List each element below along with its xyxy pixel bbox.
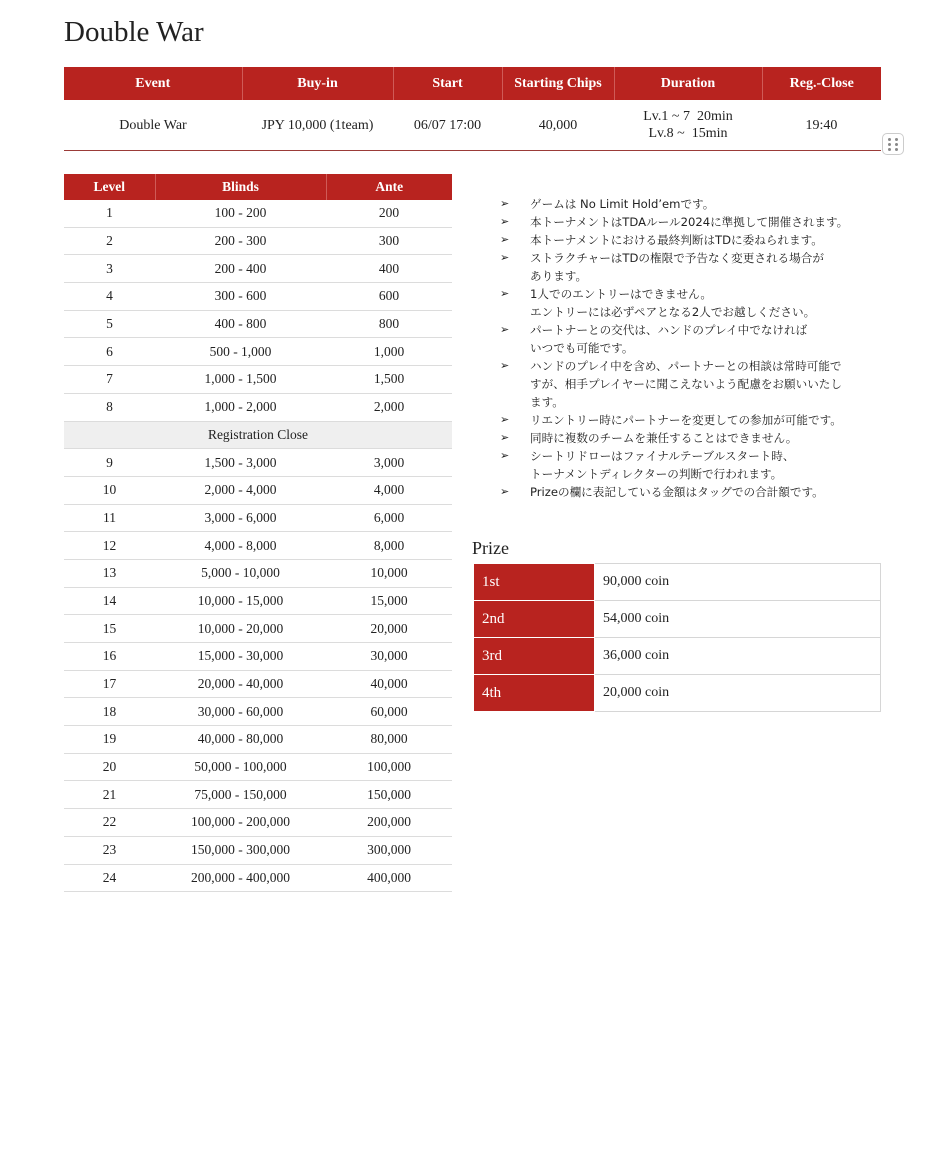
level-cell: 22 — [64, 809, 155, 837]
duration-line-1: Lv.1 ~ 7 20min — [643, 109, 733, 124]
drag-handle-icon[interactable] — [882, 133, 904, 155]
note-item — [500, 411, 890, 429]
level-cell: 11 — [64, 504, 155, 532]
level-row — [64, 559, 452, 587]
bullet-arrow-icon: ➢ — [500, 485, 510, 498]
prize-row — [474, 564, 881, 601]
duration-line-2: Lv.8 ~ 15min — [648, 126, 728, 141]
blinds-cell: 3,000 - 6,000 — [155, 504, 326, 532]
level-row — [64, 864, 452, 892]
note-item — [500, 213, 890, 231]
blinds-cell: 200,000 - 400,000 — [155, 864, 326, 892]
ante-cell: 400,000 — [326, 864, 452, 892]
blinds-header: Blinds — [155, 174, 326, 200]
blinds-cell: 100 - 200 — [155, 200, 326, 227]
blinds-cell: 150,000 - 300,000 — [155, 836, 326, 864]
level-cell: 23 — [64, 836, 155, 864]
ante-cell: 40,000 — [326, 670, 452, 698]
level-cell: 2 — [64, 227, 155, 255]
blinds-cell: 30,000 - 60,000 — [155, 698, 326, 726]
grip-dots-icon — [888, 138, 899, 151]
duration-header: Duration — [614, 67, 762, 100]
blinds-cell: 1,000 - 2,000 — [155, 393, 326, 421]
level-row — [64, 504, 452, 532]
starting-chips-header: Starting Chips — [502, 67, 614, 100]
prize-row — [474, 675, 881, 712]
level-cell: 16 — [64, 643, 155, 671]
blinds-cell: 20,000 - 40,000 — [155, 670, 326, 698]
bullet-arrow-icon: ➢ — [500, 431, 510, 444]
level-cell: 13 — [64, 559, 155, 587]
ante-cell: 1,500 — [326, 366, 452, 394]
level-row — [64, 310, 452, 338]
level-cell: 10 — [64, 476, 155, 504]
ante-cell: 6,000 — [326, 504, 452, 532]
level-cell: 24 — [64, 864, 155, 892]
level-cell: 17 — [64, 670, 155, 698]
note-text: 本トーナメントにおける最終判断はTDに委ねられます。 — [530, 233, 823, 247]
blinds-header-row — [64, 174, 452, 200]
start-cell: 06/07 17:00 — [393, 100, 502, 151]
bullet-arrow-icon: ➢ — [500, 359, 510, 372]
level-row — [64, 836, 452, 864]
blinds-cell: 300 - 600 — [155, 283, 326, 311]
note-item — [500, 285, 890, 321]
ante-cell: 400 — [326, 255, 452, 283]
level-cell: 21 — [64, 781, 155, 809]
blinds-cell: 40,000 - 80,000 — [155, 726, 326, 754]
ante-header: Ante — [326, 174, 452, 200]
ante-cell: 80,000 — [326, 726, 452, 754]
ante-cell: 300 — [326, 227, 452, 255]
blind-structure-table — [64, 174, 452, 892]
prize-table — [473, 563, 881, 712]
start-header: Start — [393, 67, 502, 100]
blinds-cell: 4,000 - 8,000 — [155, 532, 326, 560]
note-item — [500, 321, 890, 357]
level-row — [64, 753, 452, 781]
ante-cell: 2,000 — [326, 393, 452, 421]
level-row — [64, 338, 452, 366]
event-name-cell: Double War — [64, 100, 242, 151]
note-text: 同時に複数のチームを兼任することはできません。 — [530, 431, 798, 445]
ante-cell: 60,000 — [326, 698, 452, 726]
level-row — [64, 587, 452, 615]
duration-cell — [614, 100, 762, 151]
ante-cell: 200,000 — [326, 809, 452, 837]
blinds-cell: 15,000 - 30,000 — [155, 643, 326, 671]
event-header-row — [64, 67, 881, 100]
ante-cell: 30,000 — [326, 643, 452, 671]
bullet-arrow-icon: ➢ — [500, 251, 510, 264]
ante-cell: 1,000 — [326, 338, 452, 366]
bullet-arrow-icon: ➢ — [500, 215, 510, 228]
blinds-cell: 200 - 400 — [155, 255, 326, 283]
blinds-cell: 2,000 - 4,000 — [155, 476, 326, 504]
level-row — [64, 449, 452, 477]
level-cell: 5 — [64, 310, 155, 338]
note-text: Prizeの欄に表記している金額はタッグでの合計額です。 — [530, 485, 824, 499]
blinds-cell: 200 - 300 — [155, 227, 326, 255]
reg-close-header: Reg.-Close — [762, 67, 881, 100]
prize-title: Prize — [472, 538, 509, 558]
prize-row — [474, 638, 881, 675]
level-header: Level — [64, 174, 155, 200]
prize-amount-cell: 36,000 coin — [595, 638, 881, 675]
level-cell: 4 — [64, 283, 155, 311]
level-cell: 14 — [64, 587, 155, 615]
prize-place-cell: 1st — [474, 564, 595, 601]
bullet-arrow-icon: ➢ — [500, 233, 510, 246]
blinds-cell: 1,500 - 3,000 — [155, 449, 326, 477]
blinds-cell: 10,000 - 15,000 — [155, 587, 326, 615]
level-cell: 3 — [64, 255, 155, 283]
rules-notes-list — [500, 195, 890, 501]
level-row — [64, 781, 452, 809]
prize-amount-cell: 54,000 coin — [595, 601, 881, 638]
prize-row — [474, 601, 881, 638]
level-row — [64, 366, 452, 394]
prize-amount-cell: 20,000 coin — [595, 675, 881, 712]
blinds-cell: 100,000 - 200,000 — [155, 809, 326, 837]
level-row — [64, 476, 452, 504]
prize-place-cell: 3rd — [474, 638, 595, 675]
blinds-cell: 500 - 1,000 — [155, 338, 326, 366]
buy-in-header: Buy-in — [242, 67, 393, 100]
event-header: Event — [64, 67, 242, 100]
level-row — [64, 670, 452, 698]
ante-cell: 8,000 — [326, 532, 452, 560]
note-text: ゲームは No Limit Hold’emです。 — [530, 197, 715, 211]
level-row — [64, 698, 452, 726]
note-item — [500, 429, 890, 447]
note-text: ハンドのプレイ中を含め、パートナーとの相談は常時可能で すが、相手プレイヤーに聞こえないよう配慮をお願いいたし ます。 — [530, 359, 842, 409]
buy-in-cell: JPY 10,000 (1team) — [242, 100, 393, 151]
event-row — [64, 100, 881, 151]
level-cell: 8 — [64, 393, 155, 421]
note-text: ストラクチャーはTDの権限で予告なく変更される場合が あります。 — [530, 251, 824, 283]
note-item — [500, 231, 890, 249]
prize-place-cell: 2nd — [474, 601, 595, 638]
ante-cell: 200 — [326, 200, 452, 227]
starting-chips-cell: 40,000 — [502, 100, 614, 151]
level-row — [64, 809, 452, 837]
ante-cell: 150,000 — [326, 781, 452, 809]
note-text: シートリドローはファイナルテーブルスタート時、 トーナメントディレクターの判断で行われます。 — [530, 449, 795, 481]
ante-cell: 600 — [326, 283, 452, 311]
level-row — [64, 643, 452, 671]
level-cell: 6 — [64, 338, 155, 366]
ante-cell: 4,000 — [326, 476, 452, 504]
ante-cell: 10,000 — [326, 559, 452, 587]
blinds-cell: 5,000 - 10,000 — [155, 559, 326, 587]
blinds-body — [64, 200, 452, 892]
blinds-cell: 75,000 - 150,000 — [155, 781, 326, 809]
bullet-arrow-icon: ➢ — [500, 323, 510, 336]
level-cell: 18 — [64, 698, 155, 726]
note-item — [500, 357, 890, 411]
registration-close-label: Registration Close — [64, 421, 452, 449]
note-item — [500, 249, 890, 285]
level-cell: 20 — [64, 753, 155, 781]
ante-cell: 100,000 — [326, 753, 452, 781]
ante-cell: 300,000 — [326, 836, 452, 864]
level-row — [64, 393, 452, 421]
note-text: リエントリー時にパートナーを変更しての参加が可能です。 — [530, 413, 842, 427]
page-title: Double War — [64, 16, 204, 48]
level-row — [64, 255, 452, 283]
prize-place-cell: 4th — [474, 675, 595, 712]
note-text: 1人でのエントリーはできません。 エントリーには必ずペアとなる2人でお越しください。 — [530, 287, 816, 319]
level-row — [64, 200, 452, 227]
blinds-cell: 50,000 - 100,000 — [155, 753, 326, 781]
level-row — [64, 726, 452, 754]
ante-cell: 800 — [326, 310, 452, 338]
event-info-table — [64, 67, 881, 151]
level-row — [64, 227, 452, 255]
level-cell: 19 — [64, 726, 155, 754]
level-cell: 1 — [64, 200, 155, 227]
note-item — [500, 483, 890, 501]
level-cell: 12 — [64, 532, 155, 560]
blinds-cell: 400 - 800 — [155, 310, 326, 338]
note-text: 本トーナメントはTDAルール2024に準拠して開催されます。 — [530, 215, 849, 229]
bullet-arrow-icon: ➢ — [500, 197, 510, 210]
registration-close-row — [64, 421, 452, 449]
bullet-arrow-icon: ➢ — [500, 287, 510, 300]
level-row — [64, 615, 452, 643]
level-row — [64, 283, 452, 311]
bullet-arrow-icon: ➢ — [500, 413, 510, 426]
ante-cell: 15,000 — [326, 587, 452, 615]
note-text: パートナーとの交代は、ハンドのプレイ中でなければ いつでも可能です。 — [530, 323, 808, 355]
blinds-cell: 1,000 - 1,500 — [155, 366, 326, 394]
note-item — [500, 195, 890, 213]
ante-cell: 20,000 — [326, 615, 452, 643]
note-item — [500, 447, 890, 483]
level-cell: 9 — [64, 449, 155, 477]
bullet-arrow-icon: ➢ — [500, 449, 510, 462]
reg-close-cell: 19:40 — [762, 100, 881, 151]
level-cell: 7 — [64, 366, 155, 394]
prize-amount-cell: 90,000 coin — [595, 564, 881, 601]
level-row — [64, 532, 452, 560]
blinds-cell: 10,000 - 20,000 — [155, 615, 326, 643]
level-cell: 15 — [64, 615, 155, 643]
ante-cell: 3,000 — [326, 449, 452, 477]
prize-body — [474, 564, 881, 712]
